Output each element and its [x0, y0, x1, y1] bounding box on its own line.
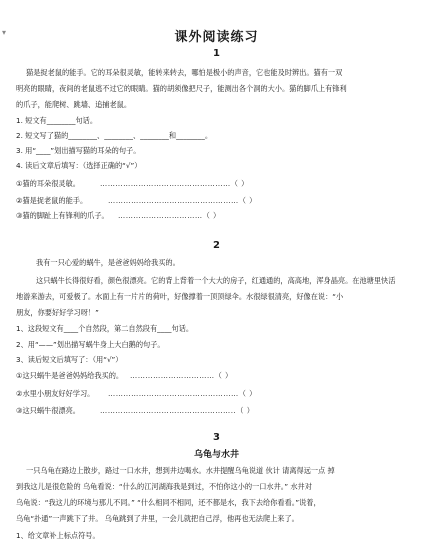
s2-para-line-3: 地游来游去，可爱极了。水面上有一片片的荷叶，好像撑着一顶顶绿伞。水很绿很清亮，好像在说：“小 [16, 292, 344, 301]
s2-option-1-answer: ……………………………（ ） [130, 371, 233, 380]
s1-option-3: ③猫的脚趾上有锋利的爪子。 [16, 211, 109, 220]
s2-para-line-2: 这只蜗牛长得很好看，颜色很漂亮。它的背上背着一个大大的房子，红通通的，高高地，浑身晶亮。在池塘里快活 [36, 276, 396, 285]
section-2-number: 2 [213, 240, 220, 251]
s1-para-line-3: 的爪子，能爬树、跳墙、追捕老鼠。 [16, 100, 132, 109]
s2-question-2: 2、用“——”划出描写蜗牛身上大白鹅的句子。 [16, 340, 165, 349]
page-title: 课外阅读练习 [174, 30, 259, 45]
s2-para-line-1: 我有一只心爱的蜗牛，是爸爸妈妈给我买的。 [36, 258, 180, 267]
s2-question-3: 3、读后短文后填写了：（用“√”） [16, 355, 123, 364]
section-3-number: 3 [213, 432, 220, 443]
s1-option-2: ②猫是捉老鼠的能手。 [16, 196, 88, 205]
s1-option-1: ①猫的耳朵很灵敏。 [16, 179, 80, 188]
s2-option-3-answer: ……………………………………………..（ ） [100, 406, 255, 415]
s1-para-line-1: 猫是捉老鼠的能手。它的耳朵很灵敏，能转来转去，哪怕是极小的声音，它也能及时辨出。猫有一双 [26, 68, 343, 77]
s3-para-line-4: 乌龟“扑通”一声跳下了井。 乌龟跳到了井里，一会儿就把自己浮，他再也无法爬上来了。 [16, 514, 299, 523]
section-1-number: 1 [213, 48, 220, 59]
s1-option-1-answer: ……………………………………………（ ） [100, 179, 249, 188]
s1-option-2-answer: ……………………………………………（ ） [108, 196, 257, 205]
s3-para-line-1: 一只乌龟在路边上散步，路过一口水井，想到井边喝水。水井提醒乌龟说道 伙计 请离得远一点 掉 [26, 466, 335, 475]
s1-question-2: 2. 短文写了猫的________、________、________和________。 [16, 131, 213, 140]
section-3-subtitle: 乌龟与水井 [193, 450, 239, 460]
s3-para-line-2: 到我这儿是很危险的 乌龟看说：“什么的江河湖海我是到过，不怕你这小的一口水井。” 水井对 [16, 482, 312, 491]
corner-mark: ▾ [2, 28, 7, 37]
s2-para-line-4: 朋友，你要好好学习呀！” [16, 308, 99, 317]
s3-para-line-5: 1、给文章补上标点符号。 [16, 531, 100, 540]
s2-option-1: ①这只蜗牛是爸爸妈妈给我买的。 [16, 371, 124, 380]
s2-option-2: ②水里小朋友好好学习。 [16, 389, 95, 398]
s3-para-line-3: 乌龟说：“我这儿的环境与那儿不同。” “什么相同不相同，还不都是水，我下去给你看看。”说着， [16, 498, 321, 507]
s1-question-4: 4. 读后文章后填写：（选择正确的“√”） [16, 161, 142, 170]
s2-question-1: 1、这段短文有____个自然段，第二自然段有____句话。 [16, 324, 194, 333]
s2-option-3: ③这只蜗牛很漂亮。 [16, 406, 80, 415]
s1-question-3: 3. 用“____”划出描写猫的耳朵的句子。 [16, 146, 141, 155]
s1-question-1: 1. 短文有________句话。 [16, 116, 98, 125]
s2-option-2-answer: ……………………………………………（ ） [108, 389, 257, 398]
s1-para-line-2: 明亮的眼睛，夜间的老鼠逃不过它的眼睛。猫的胡须像把尺子，能测出各个洞的大小。猫的脚爪上有锋利 [16, 84, 347, 93]
s1-option-3-answer: ……………………………（ ） [118, 211, 221, 220]
